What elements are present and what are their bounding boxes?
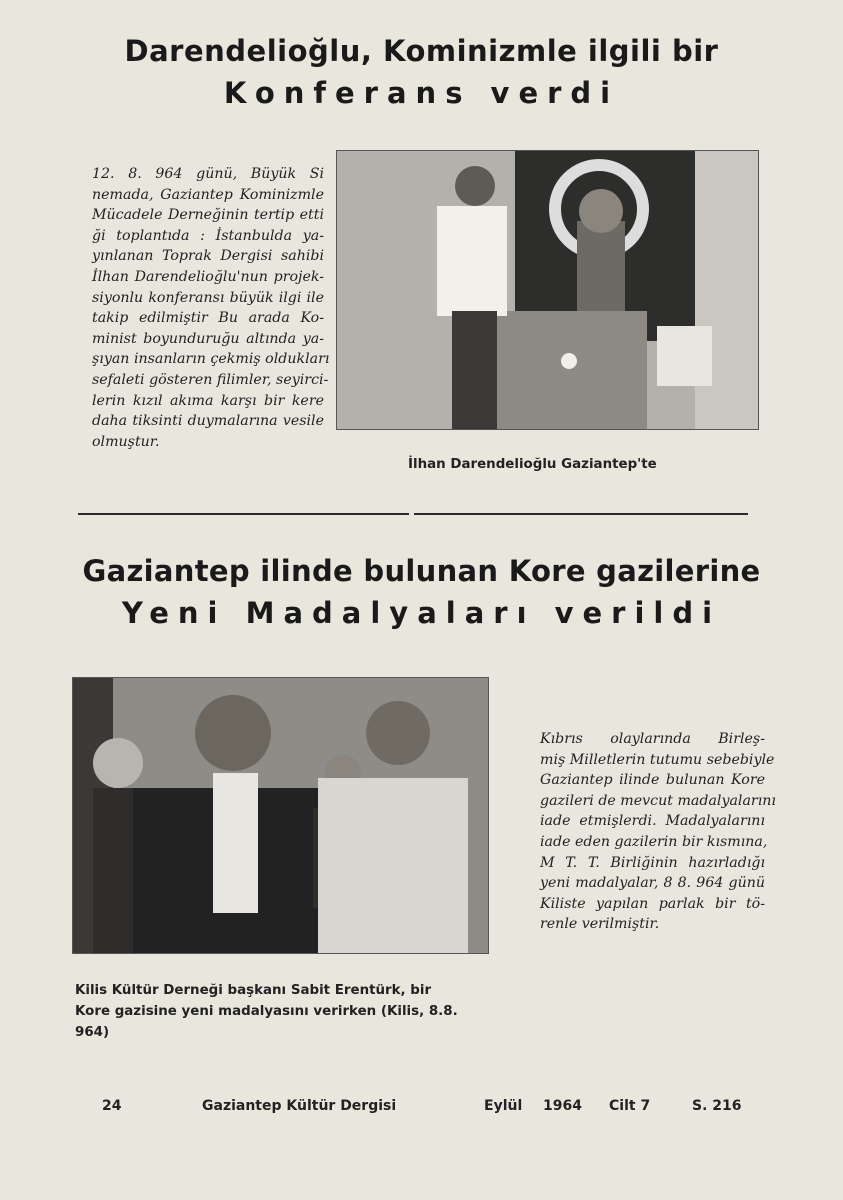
- article2-body-line: iade etmişlerdi. Madalyalarını: [540, 813, 765, 830]
- footer-page-number: 24: [102, 1098, 122, 1114]
- article1-photo-caption: İlhan Darendelioğlu Gaziantep'te: [408, 457, 657, 472]
- article1-body-line: şıyan insanların çekmiş oldukları: [92, 351, 330, 368]
- article2-body-line: yeni madalyalar, 8 8. 964 günü: [540, 875, 765, 892]
- article2-body-line: miş Milletlerin tutumu sebebiyle: [540, 751, 775, 768]
- article1-body-line: yınlanan Toprak Dergisi sahibi: [92, 248, 324, 265]
- article1-body-line: takip edilmiştir Bu arada Ko-: [92, 310, 324, 327]
- article2-photo-caption: [75, 980, 495, 1043]
- article1-body-line: nemada, Gaziantep Kominizmle: [92, 186, 324, 203]
- section-divider-left: [78, 513, 409, 515]
- footer-year: 1964: [543, 1098, 582, 1114]
- article1-body-line: ği toplantıda : İstanbulda ya-: [92, 227, 324, 244]
- article2-body-line: Gaziantep ilinde bulunan Kore: [540, 772, 765, 789]
- article2-photo: [72, 677, 489, 954]
- article1-body-line: lerin kızıl akıma karşı bir kere: [92, 392, 324, 409]
- footer-issue: S. 216: [692, 1098, 742, 1114]
- footer-month: Eylül: [484, 1098, 523, 1114]
- footer-publication: Gaziantep Kültür Dergisi: [202, 1098, 397, 1114]
- article1-body-line: sefaleti gösteren filimler, seyirci-: [92, 371, 329, 388]
- article2-body-line: M T. T. Birliğinin hazırladığı: [540, 854, 765, 871]
- article1-body-line: Mücadele Derneğinin tertip etti: [92, 207, 324, 224]
- article1-body-line: siyonlu konferansı büyük ilgi ile: [92, 289, 324, 306]
- section-divider-right: [414, 513, 748, 515]
- article2-body-line: Kiliste yapılan parlak bir tö-: [540, 895, 765, 912]
- article1-body-line: minist boyunduruğu altında ya-: [92, 330, 324, 347]
- article2-caption-line: Kilis Kültür Derneği başkanı Sabit Erentürk, bir: [75, 983, 432, 998]
- footer-volume: Cilt 7: [609, 1098, 651, 1114]
- article2-headline-line2: Yeni Madalyaları verildi: [121, 596, 722, 630]
- article1-body-line: 12. 8. 964 günü, Büyük Si: [92, 166, 324, 182]
- article1-body: [92, 164, 330, 452]
- article2-body-line: iade eden gazilerin bir kısmına,: [540, 833, 768, 850]
- article1-headline-line1: Darendelioğlu, Kominizmle ilgili bir: [124, 34, 719, 68]
- article1-body-line: İlhan Darendelioğlu'nun projek-: [92, 268, 324, 285]
- article2-body-line: Kıbrıs olaylarında Birleş-: [540, 731, 765, 747]
- article1-body-line: daha tiksinti duymalarına vesile: [92, 413, 324, 430]
- article2-headline-line1: Gaziantep ilinde bulunan Kore gazilerine: [82, 554, 761, 588]
- article1-body-line: olmuştur.: [92, 433, 160, 450]
- article2-body-line: renle verilmiştir.: [540, 916, 660, 933]
- article2-body: [540, 729, 776, 935]
- article1-headline-line2: Konferans verdi: [223, 76, 620, 110]
- article2-body-line: gazileri de mevcut madalyalarını: [540, 792, 776, 809]
- article1-photo: [336, 150, 759, 430]
- article2-caption-line: 964): [75, 1025, 110, 1040]
- article2-caption-line: Kore gazisine yeni madalyasını verirken (Kilis, 8.8.: [75, 1004, 458, 1019]
